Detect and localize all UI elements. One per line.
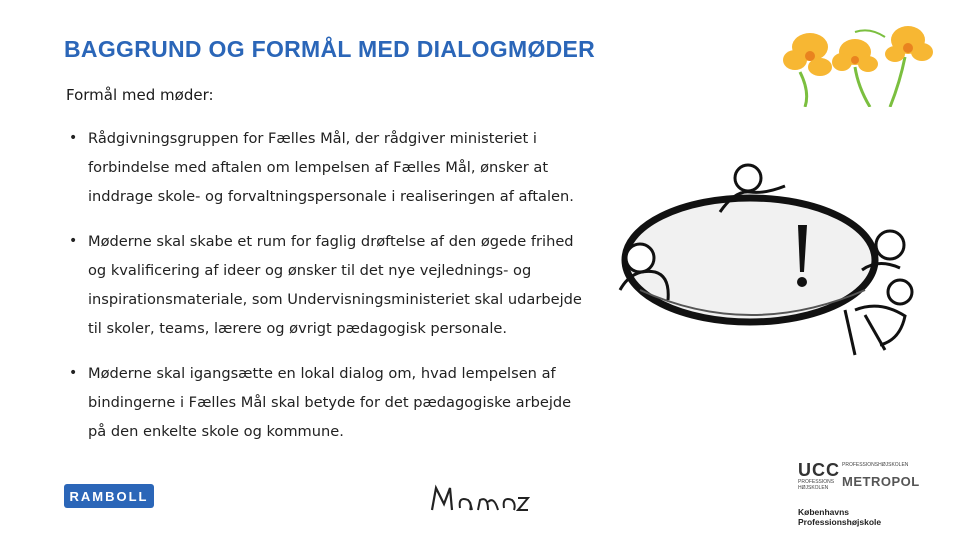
list-item: • Møderne skal skabe et rum for faglig drøftelse af den øgede frihed og kvalificering af ideer og ønsker til det nye vejlednings- og inspirationsmateriale, som Undervisningsministeriet skal udarbejde til skoler, teams, lærere og øvrigt pædagogisk personale. — [66, 227, 586, 343]
kp-line-2: Professionshøjskole — [798, 517, 882, 527]
list-item: • Rådgivningsgruppen for Fælles Mål, der rådgiver ministeriet i forbindelse med aftalen om lempelsen af Fælles Mål, ønsker at inddrage skole- og forvaltningspersonale i realiseringen af aftalen. — [66, 124, 586, 211]
mannaz-logo — [428, 482, 530, 514]
bullet-list — [66, 124, 586, 462]
metropol-logo: METROPOL — [842, 474, 920, 489]
page-title: BAGGRUND OG FORMÅL MED DIALOGMØDER — [64, 36, 596, 62]
ramboll-logo: RAMBOLL — [64, 484, 154, 508]
kp-logo — [798, 507, 881, 527]
ucc-subtitle: PROFESSIONS HØJSKOLEN — [798, 479, 835, 491]
subtitle: Formål med møder: — [66, 86, 214, 104]
metropol-subtitle: PROFESSIONSHØJSKOLEN — [842, 462, 909, 468]
meeting-table-illustration — [600, 150, 920, 380]
kp-line-1: Københavns — [798, 507, 850, 517]
ucc-logo: UCC — [798, 460, 840, 480]
flowers-decoration — [780, 12, 940, 107]
list-item: • Møderne skal igangsætte en lokal dialog om, hvad lempelsen af bindingerne i Fælles Mål skal betyde for det pædagogiske arbejde på den enkelte skole og kommune. — [66, 359, 586, 446]
